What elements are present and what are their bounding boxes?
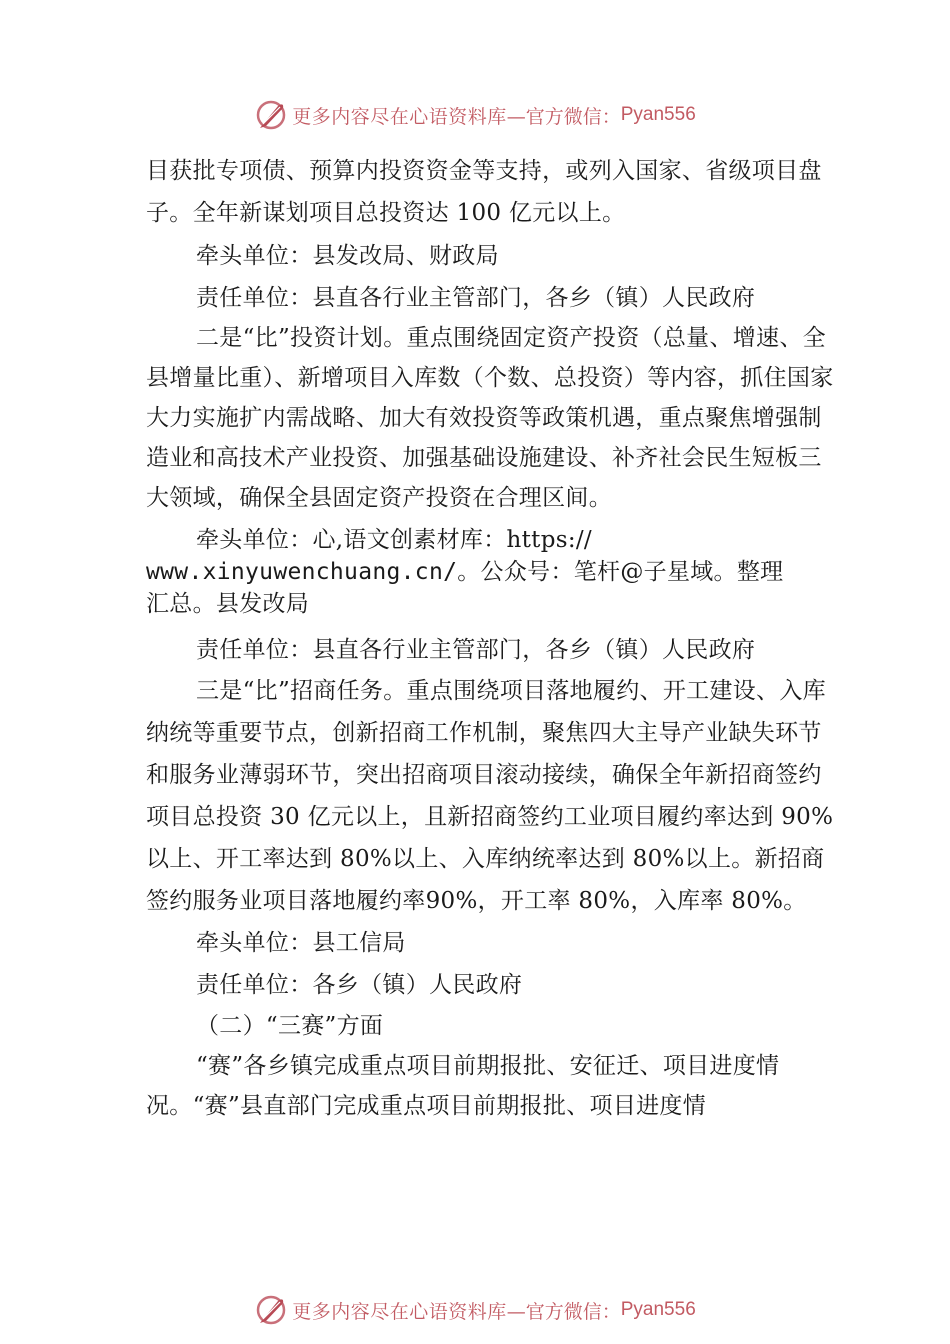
paragraph: 目获批专项债、预算内投资资金等支持，或列入国家、省级项目盘子。全年新谋划项目总投资达 100 亿元以上。 [146,158,822,226]
footer-banner [0,1290,950,1330]
watermark-url-line [146,556,836,588]
lead-unit-line: 牵头单位：县工信局 [196,930,406,956]
header-banner [0,95,950,135]
responsible-unit-line: 责任单位：县直各行业主管部门，各乡（镇）人民政府 [196,285,756,311]
document-body [146,150,836,1126]
lead-unit-line: 牵头单位：县发改局、财政局 [196,243,499,269]
banner-wechat-id: Pyan556 [620,104,696,125]
responsible-unit-line: 责任单位：县直各行业主管部门，各乡（镇）人民政府 [196,637,756,663]
lead-unit-end: 汇总。县发改局 [146,591,310,617]
responsible-unit-line: 责任单位：各乡（镇）人民政府 [196,972,523,998]
paragraph: 三是“比”招商任务。重点围绕项目落地履约、开工建设、入库纳统等重要节点，创新招商工作机制，聚焦四大主导产业缺失环节和服务业薄弱环节，突出招商项目滚动接续，确保全年新招商签约项目总投资 30 亿元以上，且新招商签约工业项目履约率达到 90%以上、开工率达到 80%以上、入库纳统率达到 80%以上。新招商签约服务业项目落地履约率90%，开工率 80%，入库率 80%。 [146,678,834,914]
quill-logo-icon [254,98,288,132]
quill-logo-icon [254,1293,288,1327]
paragraph: 二是“比”投资计划。重点围绕固定资产投资（总量、增速、全县增量比重）、新增项目入库数（个数、总投资）等内容，抓住国家大力实施扩内需战略、加大有效投资等政策机遇，重点聚焦增强制造业和高技术产业投资、加强基础设施建设、补齐社会民生短板三大领域，确保全县固定资产投资在合理区间。 [146,325,834,511]
banner-text: 更多内容尽在心语资料库 [292,1300,507,1323]
banner-separator: —官方微信： [506,105,621,128]
banner-wechat-id: Pyan556 [620,1299,696,1320]
lead-unit-line [146,524,836,556]
banner-separator: —官方微信： [506,1300,621,1323]
paragraph: “赛”各乡镇完成重点项目前期报批、安征迁、项目进度情况。“赛”县直部门完成重点项目前期报批、项目进度情 [146,1053,780,1119]
section-heading: （二）“三赛”方面 [196,1013,384,1039]
banner-text: 更多内容尽在心语资料库 [292,105,507,128]
watermark-suffix: 。公众号：笔杆@子星域。整理 [457,559,784,585]
lead-unit-prefix: 牵头单位：心,语文创素材库：https:// [196,527,592,553]
watermark-url: www.xinyuwenchuang.cn/ [146,559,458,585]
